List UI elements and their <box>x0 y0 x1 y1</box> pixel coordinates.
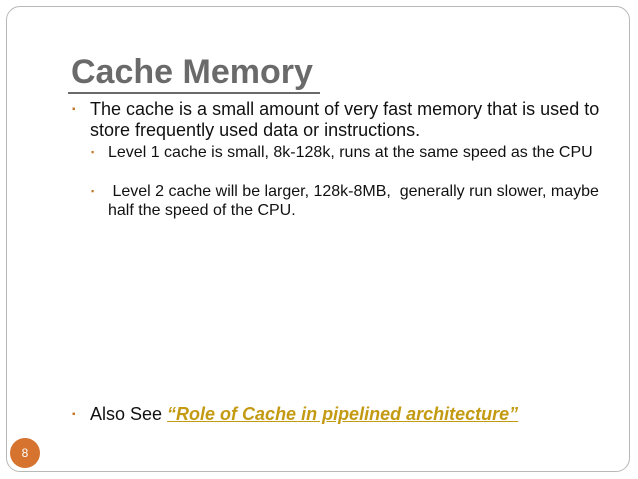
bullet-square-icon: ▪ <box>72 409 76 420</box>
bullet-text: Level 2 cache will be larger, 128k-8MB, generally run slower, maybe half the speed of the CPU. <box>108 183 604 219</box>
title-underline <box>68 92 320 94</box>
slide-title: Cache Memory <box>71 53 313 91</box>
role-of-cache-link[interactable]: “Role of Cache in pipelined architecture” <box>167 404 519 424</box>
bullet-square-icon: ▪ <box>91 147 95 157</box>
bullet-text: Level 1 cache is small, 8k-128k, runs at the same speed as the CPU <box>108 144 593 161</box>
also-see-label: Also See <box>90 404 168 424</box>
bullet-level-2-cache <box>91 182 618 220</box>
bullet-cache-definition <box>72 99 610 141</box>
bullet-square-icon: ▪ <box>91 186 95 196</box>
page-number-badge: 8 <box>10 438 40 468</box>
bullet-text: The cache is a small amount of very fast memory that is used to store frequently used data or instructions. <box>90 99 600 140</box>
bullet-level-1-cache <box>91 143 618 162</box>
bullet-square-icon: ▪ <box>72 104 76 115</box>
bullet-also-see <box>72 404 630 425</box>
